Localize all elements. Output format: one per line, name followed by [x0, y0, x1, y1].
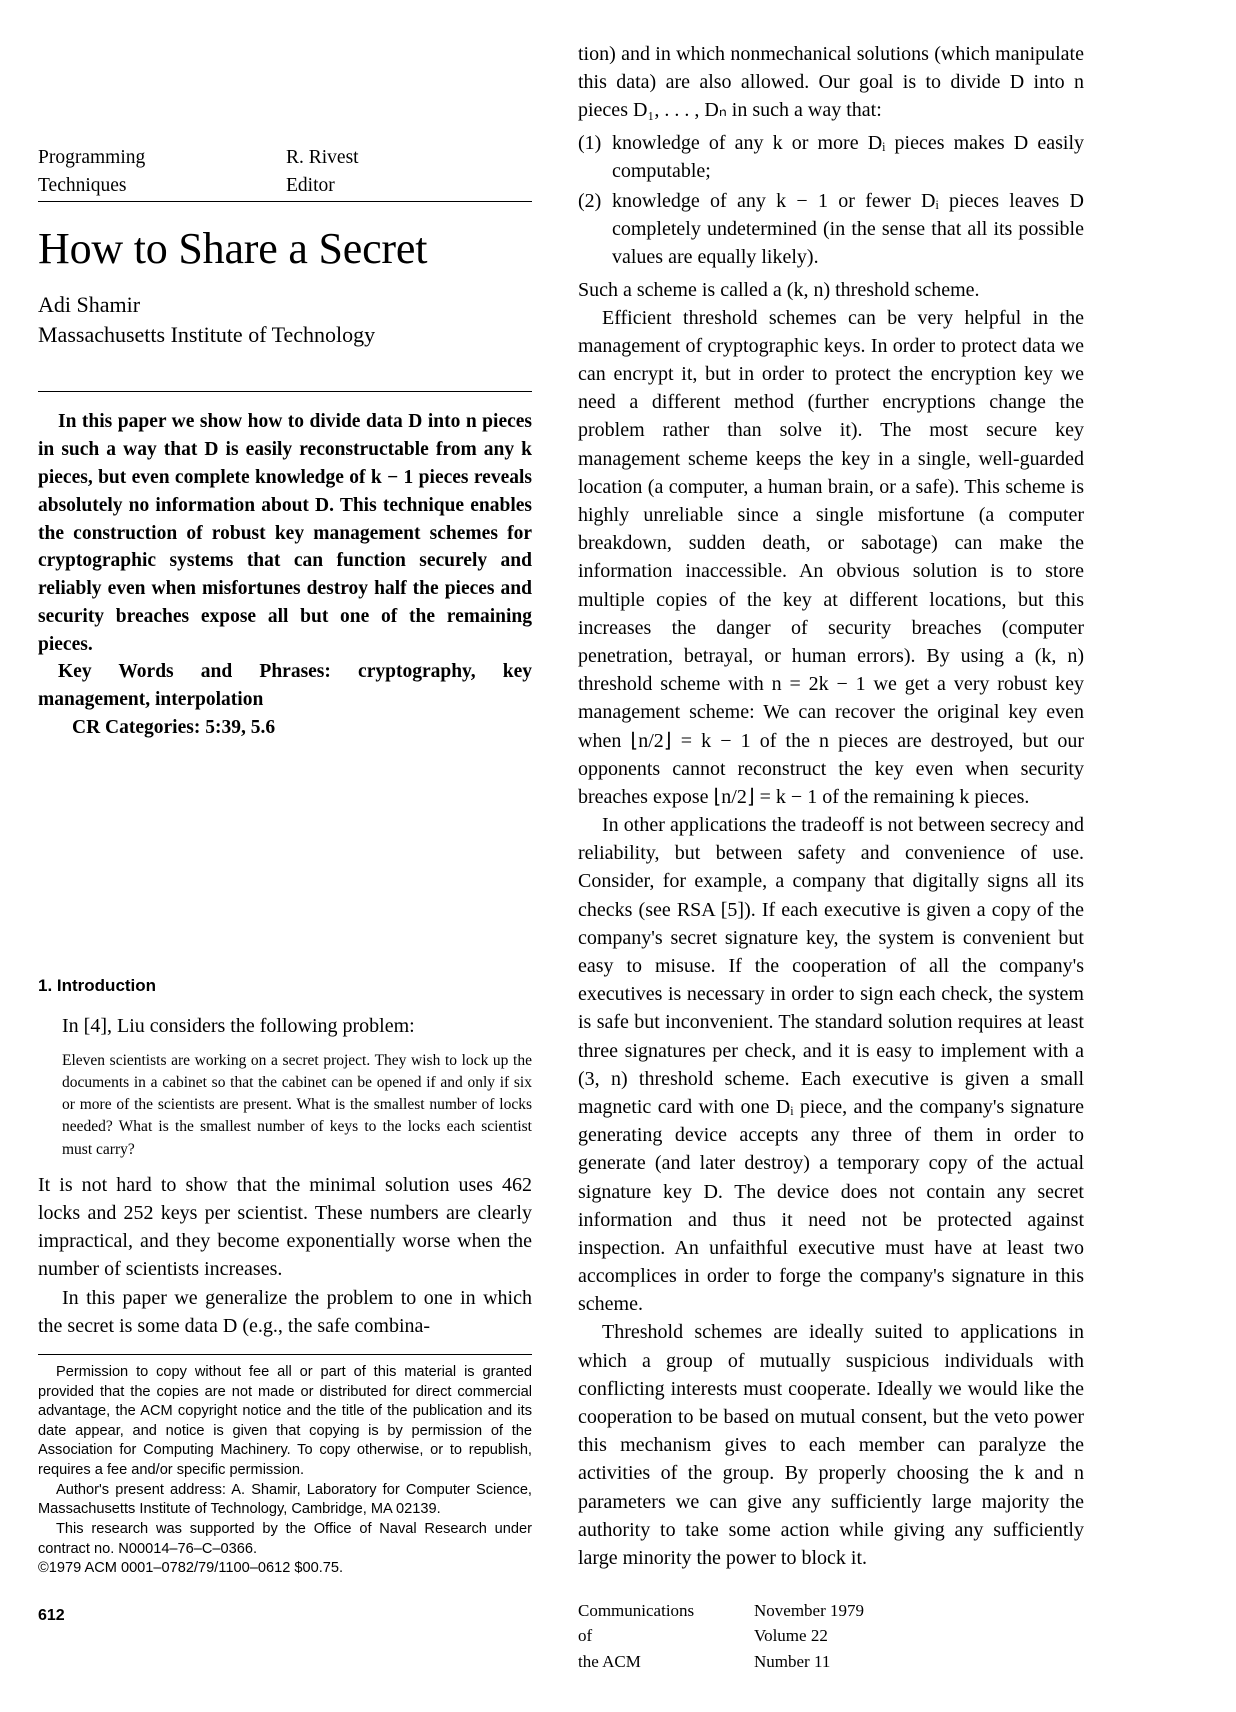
right-column — [578, 40, 1084, 1572]
author-name: Adi Shamir — [38, 291, 141, 317]
colophon-publication-line-3: the ACM — [578, 1651, 641, 1671]
footnotes — [38, 1363, 532, 1579]
header-divider — [38, 201, 532, 202]
footnote-address: Author's present address: A. Shamir, Laboratory for Computer Science, Massachusetts Institute of Technology, Cambridge, MA 02139. — [38, 1481, 532, 1518]
introduction-body — [38, 1012, 532, 1340]
footnote-divider — [38, 1354, 532, 1363]
intro-paragraph-3: In this paper we generalize the problem to one in which the secret is some data D (e.g., the safe combina- — [38, 1286, 532, 1337]
editor-name: R. Rivest — [286, 147, 359, 168]
list-item — [578, 129, 1084, 185]
abstract-keywords: Key Words and Phrases: cryptography, key management, interpolation — [38, 661, 532, 711]
abstract-paragraph: In this paper we show how to divide data D into n pieces in such a way that D is easily reconstructable from any k pieces, but even complete knowledge of k − 1 pieces reveals absolutely no information about D. This technique enables the construction of robust key management schemes for cryptographic systems that can function securely and reliably even when misfortunes destroy half the pieces and security breaches expose all but one of the remaining pieces. — [38, 411, 532, 655]
abstract-divider — [38, 391, 532, 392]
threshold-scheme-definition: Such a scheme is called a (k, n) threshold scheme. — [578, 278, 980, 301]
page-number: 612 — [38, 1606, 65, 1624]
department-line-2: Techniques — [38, 174, 127, 196]
footnote-funding: This research was supported by the Office of Naval Research under contract no. N00014–76–C–0366. — [38, 1520, 532, 1557]
page-title: How to Share a Secret — [38, 224, 428, 274]
left-column — [38, 40, 532, 1625]
colophon-volume: Volume 22 — [754, 1626, 828, 1645]
abstract — [38, 408, 532, 741]
block-quote-liu-problem: Eleven scientists are working on a secret project. They wish to lock up the documents in a cabinet so that the cabinet can be opened if and only if six or more of the scientists are present. What is the smallest number of locks needed? What is the smallest number of keys to the locks each scientist must carry? — [62, 1052, 532, 1158]
colophon-publication-line-2: of — [578, 1626, 593, 1645]
department-line-1: Programming — [38, 147, 146, 168]
other-applications-paragraph: In other applications the tradeoff is not between secrecy and reliability, but between safety and convenience of use. Consider, for example, a company that digitally signs all its checks (see RSA [5]). If each executive is given a copy of the company's secret signature key, the system is convenient but easy to misuse. If the cooperation of all the company's executives is necessary in order to sign each check, the system is safe but inconvenient. The standard solution requires at least three signatures per check, and it is easy to implement with a (3, n) threshold scheme. Each executive is given a small magnetic card with one Dᵢ piece, and the company's signature generating device accepts any three of them in order to generate (and later destroy) a temporary copy of the actual signature key D. The device does not contain any secret information and thus it need not be protected against inspection. An unfaithful executive must have at least two accomplices in order to forge the company's signature in this scheme. — [578, 814, 1084, 1316]
colophon-number: Number 11 — [754, 1651, 831, 1671]
colophon-date: November 1979 — [754, 1600, 865, 1620]
list-item-text: knowledge of any k or more Dᵢ pieces makes D easily computable; — [612, 131, 1084, 182]
goal-condition-list — [578, 129, 1084, 272]
list-item-text: knowledge of any k − 1 or fewer Dᵢ pieces leaves D completely undetermined (in the sense that all its possible values are equally likely). — [612, 189, 1084, 269]
abstract-cr-categories: CR Categories: 5:39, 5.6 — [72, 717, 276, 739]
intro-paragraph-1: In [4], Liu considers the following problem: — [62, 1014, 415, 1037]
footnote-permission: Permission to copy without fee all or part of this material is granted provided that the copies are not made or distributed for direct commercial advantage, the ACM copyright notice and the title of the publication and its date appear, and notice is given that copying is by permission of the Association for Computing Machinery. To copy otherwise, or to republish, requires a fee and/or specific permission. — [38, 1363, 532, 1479]
journal-colophon — [578, 1598, 1078, 1675]
editor-role: Editor — [286, 174, 335, 196]
right-column-body — [578, 40, 1084, 1572]
continued-paragraph: tion) and in which nonmechanical solutions (which manipulate this data) are also allowed. Our goal is to divide D into n pieces D₁, . . . , Dₙ in such a way that: — [578, 43, 1084, 122]
list-marker: (2) — [578, 189, 602, 212]
journal-header — [38, 144, 532, 202]
footnote-copyright: ©1979 ACM 0001–0782/79/1100–0612 $00.75. — [38, 1560, 344, 1577]
list-marker: (1) — [578, 131, 602, 154]
intro-paragraph-2: It is not hard to show that the minimal solution uses 462 locks and 252 keys per scientist. These numbers are clearly impractical, and they become exponentially worse when the number of scientists increases. — [38, 1173, 532, 1281]
section-heading-introduction: 1. Introduction — [38, 975, 157, 995]
threshold-applications-paragraph: Threshold schemes are ideally suited to applications in which a group of mutually suspicious individuals with conflicting interests must cooperate. Ideally we would like the cooperation to be based on mutual consent, but the veto power this mechanism gives to each member can paralyze the activities of the group. By properly choosing the k and n parameters we can give any sufficiently large majority the authority to take some action while giving any sufficiently large minority the power to block it. — [578, 1321, 1084, 1569]
colophon-publication-line-1: Communications — [578, 1600, 695, 1620]
efficient-schemes-paragraph: Efficient threshold schemes can be very helpful in the management of cryptographic keys. In order to protect data we can encrypt it, but in order to protect the encryption key we need a different method (further encryptions change the problem rather than solve it). The most secure key management scheme keeps the key in a single, well-guarded location (a computer, a human brain, or a safe). This scheme is highly unreliable since a single misfortune (a computer breakdown, sudden death, or sabotage) can make the information inaccessible. An obvious solution is to store multiple copies of the key at different locations, but this increases the danger of security breaches (computer penetration, betrayal, or human errors). By using a (k, n) threshold scheme with n = 2k − 1 we get a very robust key management scheme: We can recover the original key even when ⌊n/2⌋ = k − 1 of the n pieces are destroyed, but our opponents cannot reconstruct the key even when security breaches expose ⌊n/2⌋ = k − 1 of the remaining k pieces. — [578, 306, 1084, 808]
two-column-body — [0, 40, 1236, 1640]
list-item — [578, 187, 1084, 272]
author-affiliation: Massachusetts Institute of Technology — [38, 321, 376, 347]
